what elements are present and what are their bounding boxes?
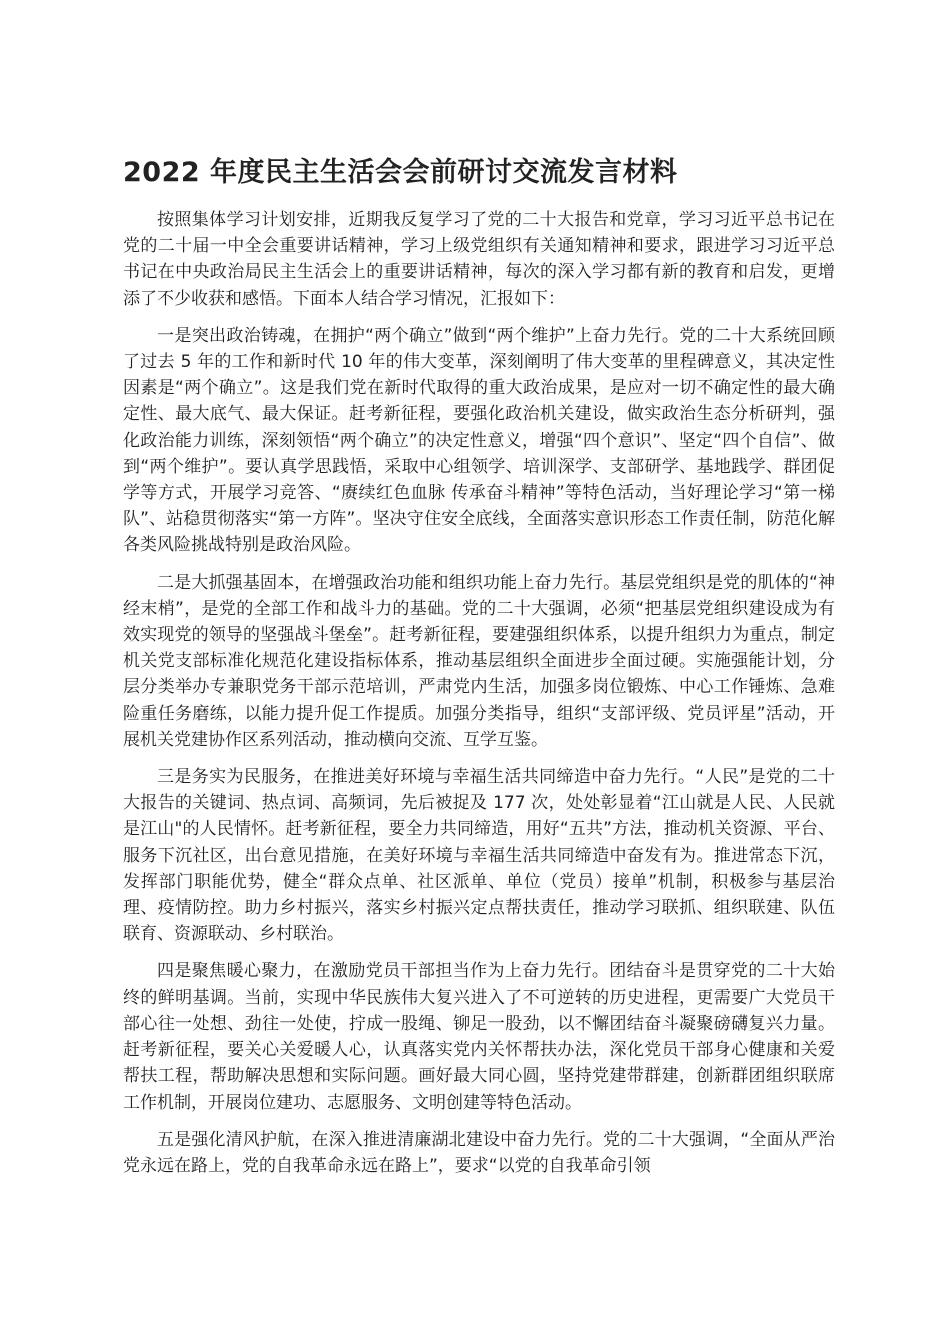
paragraph-four: 四是聚焦暖心聚力，在激励党员干部担当作为上奋力先行。团结奋斗是贯穿党的二十大始终的鲜明基调。当前，实现中华民族伟大复兴进入了不可逆转的历史进程，更需要广大党员干部心往一处想、劲往一处使，拧成一股绳、铆足一股劲，以不懈团结奋斗凝聚磅礴复兴力量。赶考新征程，要关心关爱暖人心，认真落实党内关怀帮扶办法，深化党员干部身心健康和关爱帮扶工程，帮助解决思想和实际问题。画好最大同心圆，坚持党建带群建，创新群团组织联席工作机制，开展岗位建功、志愿服务、文明创建等特色活动。 [123,961,835,1113]
paragraph-intro: 按照集体学习计划安排，近期我反复学习了党的二十大报告和党章，学习习近平总书记在党的二十届一中全会重要讲话精神，学习上级党组织有关通知精神和要求，跟进学习习近平总书记在中央政治局民主生活会上的重要讲话精神，每次的深入学习都有新的教育和启发，更增添了不少收获和感悟。下面本人结合学习情况，汇报如下： [123,210,835,309]
paragraph-one: 一是突出政治铸魂，在拥护“两个确立”做到“两个维护”上奋力先行。党的二十大系统回顾了过去 5 年的工作和新时代 10 年的伟大变革，深刻阐明了伟大变革的里程碑意义，其决定性因素是“两个确立”。这是我们党在新时代取得的重大政治成果，是应对一切不确定性的最大确定性、最大底气、最大保证。赶考新征程，要强化政治机关建设，做实政治生态分析研判，强化政治能力训练，深刻领悟“两个确立”的决定性意义，增强“四个意识”、坚定“四个自信”、做到“两个维护”。要认真学思践悟，采取中心组领学、培训深学、支部研学、基地践学、群团促学等方式，开展学习竞答、“赓续红色血脉 传承奋斗精神”等特色活动，当好理论学习“第一梯队”、站稳贯彻落实“第一方阵”。坚决守住安全底线，全面落实意识形态工作责任制，防范化解各类风险挑战特别是政治风险。 [123,325,835,556]
document-body [123,207,835,1190]
paragraph-three: 三是务实为民服务，在推进美好环境与幸福生活共同缔造中奋力先行。“人民”是党的二十大报告的关键词、热点词、高频词，先后被捉及 177 次，处处彰显着“江山就是人民、人民就是江山"的人民情怀。赶考新征程，要全力共同缔造，用好“五共”方法，推动机关资源、平台、服务下沉社区，出台意见措施，在美好环境与幸福生活共同缔造中奋发有为。推进常态下沉，发挥部门职能优势，健全“群众点单、社区派单、单位（党员）接单”机制，积极参与基层治理、疫情防控。助力乡村振兴，落实乡村振兴定点帮扶责任，推动学习联抓、组织联建、队伍联育、资源联动、乡村联治。 [123,767,835,945]
paragraph-two: 二是大抓强基固本，在增强政治功能和组织功能上奋力先行。基层党组织是党的肌体的“神经末梢”，是党的全部工作和战斗力的基础。党的二十大强调，必须“把基层党组织建设成为有效实现党的领导的坚强战斗堡垒”。赶考新征程，要建强组织体系，以提升组织力为重点，制定机关党支部标准化规范化建设指标体系，推动基层组织全面进步全面过硬。实施强能计划，分层分类举办专兼职党务干部示范培训，严肃党内生活，加强多岗位锻炼、中心工作锤炼、急难险重任务磨练，以能力提升促工作提质。加强分类指导，组织“支部评级、党员评星”活动，开展机关党建协作区系列活动，推动横向交流、互学互鉴。 [123,572,835,750]
paragraph-five: 五是强化清风护航，在深入推进清廉湖北建设中奋力先行。党的二十大强调，“全面从严治党永远在路上，党的自我革命永远在路上”，要求“以党的自我革命引领 [123,1129,835,1176]
document-title: 2022 年度民主生活会会前研讨交流发言材料 [123,157,678,188]
